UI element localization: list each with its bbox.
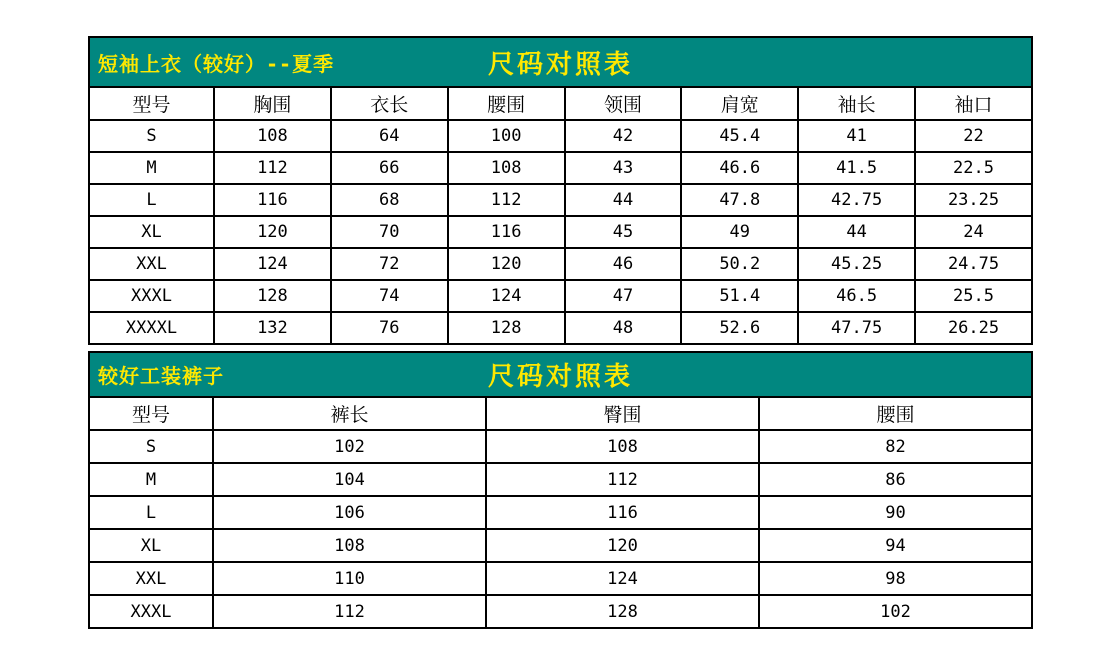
size-label-cell: M	[89, 152, 214, 184]
measurement-cell: 76	[331, 312, 448, 344]
measurement-cell: 43	[565, 152, 682, 184]
measurement-cell: 42	[565, 120, 682, 152]
table-row	[89, 280, 1032, 312]
measurement-cell: 94	[759, 529, 1032, 562]
table-row	[89, 496, 1032, 529]
header-row	[89, 397, 1032, 430]
measurement-cell: 128	[486, 595, 759, 628]
measurement-cell: 23.25	[915, 184, 1032, 216]
column-header: 衣长	[331, 87, 448, 120]
measurement-cell: 100	[448, 120, 565, 152]
column-header: 型号	[89, 87, 214, 120]
measurement-cell: 82	[759, 430, 1032, 463]
measurement-cell: 72	[331, 248, 448, 280]
shirt-size-block	[88, 36, 1033, 345]
measurement-cell: 47.75	[798, 312, 915, 344]
table-row	[89, 216, 1032, 248]
measurement-cell: 128	[214, 280, 331, 312]
measurement-cell: 120	[486, 529, 759, 562]
measurement-cell: 108	[486, 430, 759, 463]
measurement-cell: 41	[798, 120, 915, 152]
measurement-cell: 102	[759, 595, 1032, 628]
pants-title-band	[88, 351, 1033, 396]
column-header: 领围	[565, 87, 682, 120]
measurement-cell: 112	[213, 595, 486, 628]
measurement-cell: 120	[214, 216, 331, 248]
table-row	[89, 463, 1032, 496]
table-row	[89, 152, 1032, 184]
size-label-cell: XXXXL	[89, 312, 214, 344]
size-label-cell: XXXL	[89, 595, 213, 628]
measurement-cell: 24	[915, 216, 1032, 248]
pants-size-block	[88, 351, 1033, 629]
size-label-cell: M	[89, 463, 213, 496]
column-header: 裤长	[213, 397, 486, 430]
measurement-cell: 66	[331, 152, 448, 184]
shirt-size-chart-heading: 尺码对照表	[487, 49, 633, 80]
measurement-cell: 47	[565, 280, 682, 312]
measurement-cell: 51.4	[681, 280, 798, 312]
measurement-cell: 42.75	[798, 184, 915, 216]
pants-size-chart-heading: 尺码对照表	[487, 362, 633, 392]
measurement-cell: 49	[681, 216, 798, 248]
table-row	[89, 430, 1032, 463]
size-label-cell: XXL	[89, 562, 213, 595]
measurement-cell: 70	[331, 216, 448, 248]
measurement-cell: 108	[213, 529, 486, 562]
measurement-cell: 124	[448, 280, 565, 312]
column-header: 臀围	[486, 397, 759, 430]
measurement-cell: 112	[448, 184, 565, 216]
measurement-cell: 106	[213, 496, 486, 529]
measurement-cell: 116	[486, 496, 759, 529]
measurement-cell: 26.25	[915, 312, 1032, 344]
size-chart-sheet	[88, 36, 1033, 629]
size-label-cell: S	[89, 430, 213, 463]
size-label-cell: S	[89, 120, 214, 152]
measurement-cell: 116	[448, 216, 565, 248]
column-header: 腰围	[448, 87, 565, 120]
measurement-cell: 41.5	[798, 152, 915, 184]
table-row	[89, 562, 1032, 595]
measurement-cell: 98	[759, 562, 1032, 595]
column-header: 胸围	[214, 87, 331, 120]
measurement-cell: 24.75	[915, 248, 1032, 280]
shirt-title-band	[88, 36, 1033, 86]
measurement-cell: 132	[214, 312, 331, 344]
size-label-cell: XL	[89, 216, 214, 248]
measurement-cell: 124	[214, 248, 331, 280]
measurement-cell: 112	[486, 463, 759, 496]
measurement-cell: 112	[214, 152, 331, 184]
measurement-cell: 64	[331, 120, 448, 152]
measurement-cell: 110	[213, 562, 486, 595]
measurement-cell: 46.6	[681, 152, 798, 184]
measurement-cell: 90	[759, 496, 1032, 529]
measurement-cell: 48	[565, 312, 682, 344]
size-label-cell: XXXL	[89, 280, 214, 312]
measurement-cell: 52.6	[681, 312, 798, 344]
shirt-size-table	[88, 86, 1033, 345]
measurement-cell: 47.8	[681, 184, 798, 216]
shirt-title: 短袖上衣（较好）--夏季	[98, 51, 335, 76]
table-row	[89, 529, 1032, 562]
column-header: 袖长	[798, 87, 915, 120]
size-label-cell: L	[89, 184, 214, 216]
size-label-cell: XL	[89, 529, 213, 562]
measurement-cell: 116	[214, 184, 331, 216]
table-row	[89, 595, 1032, 628]
measurement-cell: 45.25	[798, 248, 915, 280]
pants-size-table	[88, 396, 1033, 629]
measurement-cell: 22	[915, 120, 1032, 152]
measurement-cell: 68	[331, 184, 448, 216]
column-header: 型号	[89, 397, 213, 430]
measurement-cell: 44	[565, 184, 682, 216]
measurement-cell: 46.5	[798, 280, 915, 312]
measurement-cell: 102	[213, 430, 486, 463]
table-row	[89, 248, 1032, 280]
measurement-cell: 108	[448, 152, 565, 184]
measurement-cell: 104	[213, 463, 486, 496]
measurement-cell: 128	[448, 312, 565, 344]
table-row	[89, 184, 1032, 216]
column-header: 袖口	[915, 87, 1032, 120]
measurement-cell: 46	[565, 248, 682, 280]
header-row	[89, 87, 1032, 120]
column-header: 腰围	[759, 397, 1032, 430]
measurement-cell: 124	[486, 562, 759, 595]
measurement-cell: 120	[448, 248, 565, 280]
measurement-cell: 74	[331, 280, 448, 312]
measurement-cell: 25.5	[915, 280, 1032, 312]
measurement-cell: 45.4	[681, 120, 798, 152]
measurement-cell: 44	[798, 216, 915, 248]
measurement-cell: 50.2	[681, 248, 798, 280]
measurement-cell: 108	[214, 120, 331, 152]
size-label-cell: L	[89, 496, 213, 529]
column-header: 肩宽	[681, 87, 798, 120]
size-label-cell: XXL	[89, 248, 214, 280]
table-row	[89, 312, 1032, 344]
measurement-cell: 45	[565, 216, 682, 248]
measurement-cell: 22.5	[915, 152, 1032, 184]
measurement-cell: 86	[759, 463, 1032, 496]
pants-title: 较好工装裤子	[98, 364, 224, 388]
table-row	[89, 120, 1032, 152]
